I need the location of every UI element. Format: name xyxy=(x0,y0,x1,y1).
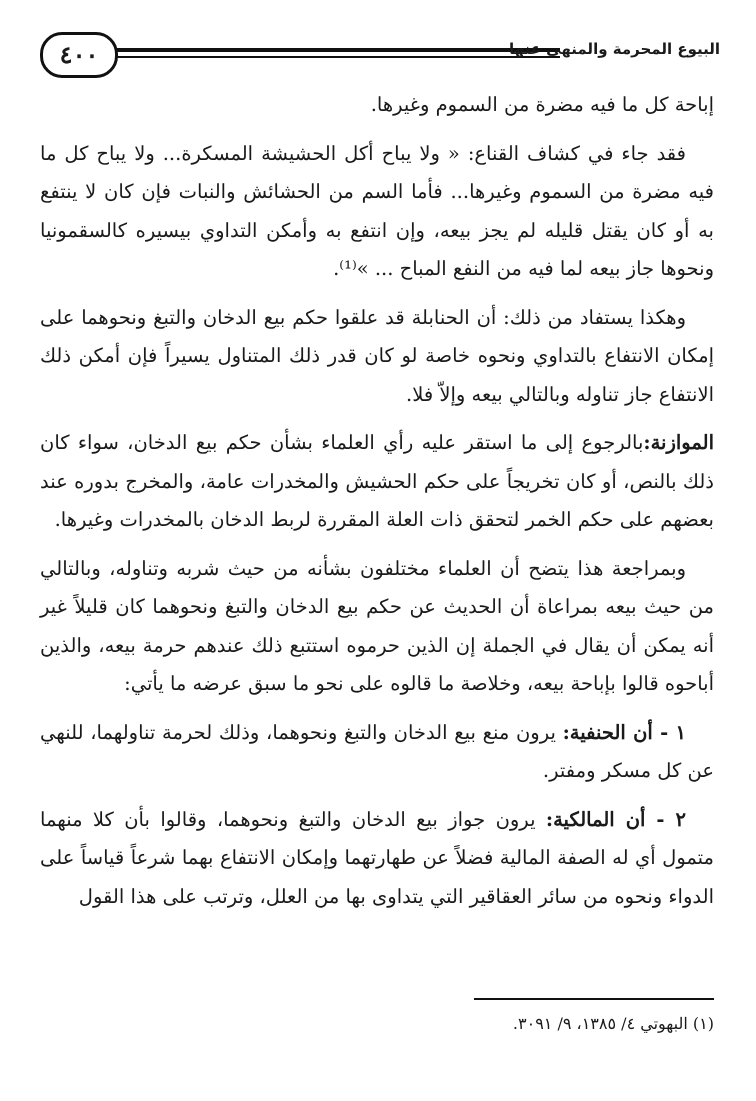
paragraph xyxy=(40,424,714,540)
header-rule-thick xyxy=(112,48,560,52)
footnote: (١) البهوتي ٤/ ١٣٨٥، ٩/ ٣٠٩١. xyxy=(512,1014,714,1033)
paragraph-text: بالرجوع إلى ما استقر عليه رأي العلماء بشأن حكم بيع الدخان، سواء كان ذلك بالنص، أو كان تخريجاً على حكم الحشيش والمخدرات عامة، والمخرج بدوره عند بعضهم على حكم الخمر لتحقق ذات العلة المقررة لربط الدخان بالمخدرات وغيرها. xyxy=(40,431,714,531)
running-title: البيوع المحرمة والمنهي عنها xyxy=(509,40,720,58)
paragraph: فقد جاء في كشاف القناع: « ولا يباح أكل الحشيشة المسكرة... ولا يباح كل ما فيه مضرة من السموم وغيرها... فأما السم من الحشائش والنبات فإن كان لا ينتفع به أو كان يقتل قليله لم يجز بيعه، وإن انتفع به وأمكن التداوي بيسيره كالسقمونيا ونحوها جاز بيعه لما فيه من النفع المباح ... »⁽¹⁾. xyxy=(40,141,714,280)
paragraph: وهكذا يستفاد من ذلك: أن الحنابلة قد علقوا حكم بيع الدخان والتبغ ونحوهما على إمكان الانتفاع بالتداوي ونحوه خاصة لو كان قدر ذلك المتناول يسيراً فإن أمكن ذلك الانتفاع جاز تناوله وبالتالي بيعه وإلاّ فلا. xyxy=(40,305,714,406)
page-header xyxy=(40,30,720,80)
paragraph xyxy=(40,714,714,791)
list-item-text: يرون منع بيع الدخان والتبغ ونحوهما، وذلك لحرمة تناولهما، للنهي عن كل مسكر ومفتر. xyxy=(40,720,714,782)
paragraph: وبمراجعة هذا يتضح أن العلماء مختلفون بشأنه من حيث شربه وتناوله، وبالتالي من حيث بيعه بمراعاة أن الحديث عن حكم بيع الدخان والتبغ ونحوهما كان قليلاً غير أنه يمكن أن يقال في الجملة إن الذين حرموه استتبع ذلك عندهم حرمة بيعه، والذين أباحوه قالوا بإباحة بيعه، وخلاصة ما قالوه على نحو ما سبق عرضه ما يأتي: xyxy=(40,556,714,695)
list-item-label: ٢ - أن المالكية: xyxy=(545,807,686,831)
page-number-badge xyxy=(40,32,118,78)
list-item-text: يرون جواز بيع الدخان والتبغ ونحوهما، وقالوا بأن كلا منهما متمول أي له الصفة المالية فضلاً عن طهارتهما وإمكان الانتفاع بهما شرعاً قياساً على الدواء ونحوه من سائر العقاقير التي يتداوى بها من العلل، وترتب على هذا القول xyxy=(40,807,714,908)
section-label: الموازنة: xyxy=(643,431,714,454)
page-number: ٤٠٠ xyxy=(59,40,99,69)
main-text xyxy=(40,86,714,916)
paragraph: إباحة كل ما فيه مضرة من السموم وغيرها. xyxy=(370,93,714,116)
footnote-divider xyxy=(474,998,714,1000)
paragraph xyxy=(40,801,714,917)
list-item-label: ١ - أن الحنفية: xyxy=(562,720,686,744)
header-rule-thin xyxy=(112,56,560,58)
